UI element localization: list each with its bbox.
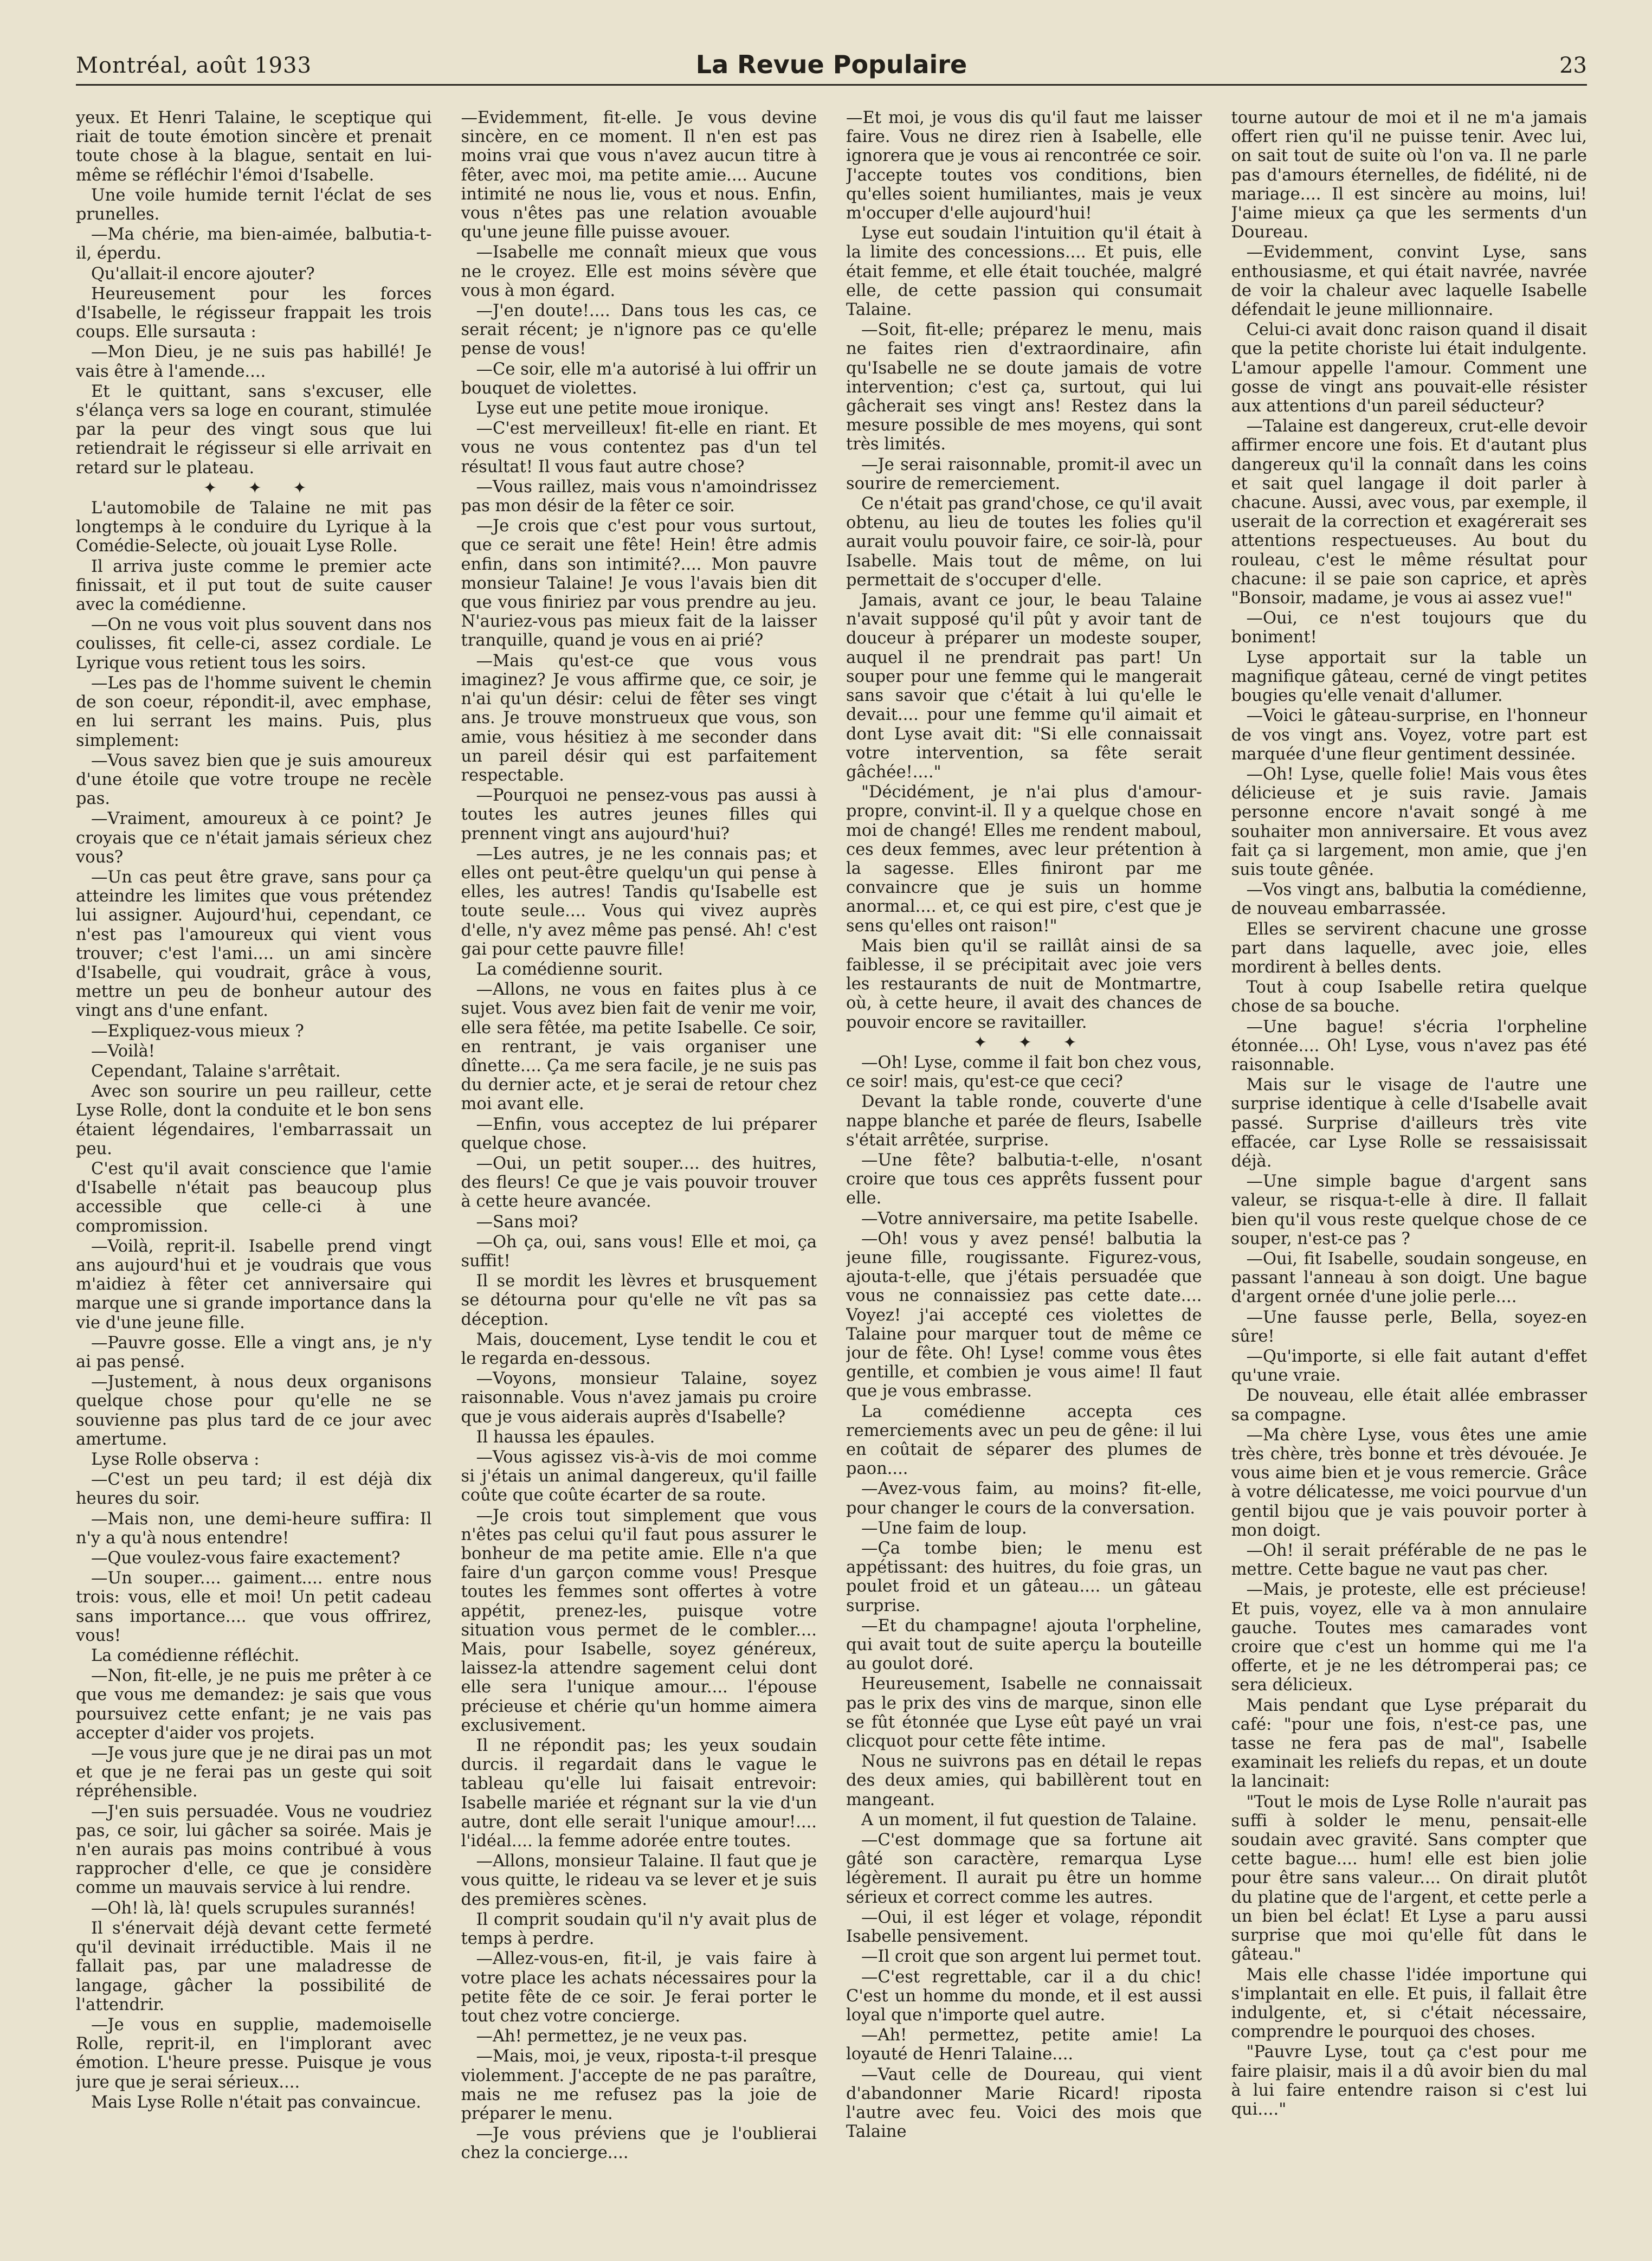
paragraph: —Isabelle me connaît mieux que vous ne le croyez. Elle est moins sévère que vous à mon égard. [461, 243, 817, 300]
section-separator: ✦ ✦ ✦ [973, 1033, 1090, 1052]
paragraph: —J'en suis persuadée. Vous ne voudriez pas, ce soir, lui gâcher sa soirée. Mais je n'en aurais pas moins contribué à vous rapprocher d'elle, ce que je considère comme un mauvais service à lui rendre. [76, 1802, 432, 1898]
paragraph: L'automobile de Talaine ne mit pas longtemps à le conduire du Lyrique à la Comédie-Selecte, où jouait Lyse Rolle. [76, 499, 432, 556]
paragraph: —Qu'importe, si elle fait autant d'effet qu'une vraie. [1231, 1347, 1587, 1386]
paragraph: —Un souper.... gaiment.... entre nous trois: vous, elle et moi! Un petit cadeau sans importance.... que vous offrirez, vous! [76, 1569, 432, 1645]
text-column-2 [461, 108, 817, 2218]
paragraph: Mais, doucement, Lyse tendit le cou et le regarda en-dessous. [461, 1330, 817, 1368]
paragraph: "Décidément, je n'ai plus d'amour-propre, convint-il. Il y a quelque chose en moi de changé! Elles me rendent maboul, ces deux femmes, avec leur prétention à la sagesse. Elles finiront par me convaincre que je suis un homme anormal.... et, ce qui est pire, c'est que je sens qu'elles ont raison!" [846, 783, 1202, 936]
paragraph: —Vaut celle de Doureau, qui vient d'abandonner Marie Ricard! riposta l'autre avec feu. Voici des mois que Talaine [846, 2065, 1202, 2142]
paragraph: —Mais, je proteste, elle est précieuse! Et puis, voyez, elle va à mon annulaire gauche. Toutes mes camarades vont croire que c'est un homme qui me l'a offerte, et je ne les détromperai pas; ce sera délicieux. [1231, 1580, 1587, 1695]
paragraph: —Talaine est dangereux, crut-elle devoir affirmer encore une fois. Et d'autant plus dangereux qu'il la connaît dans les coins et sait quel langage il doit parler à chacune. Aussi, avec vous, par exemple, il userait de la correction et exagérerait ses attentions respectueuses. Au bout du rouleau, c'est le même résultat pour chacune: il se paie son caprice, et après "Bonsoir, madame, je vous ai assez vue!" [1231, 417, 1587, 608]
paragraph: Ce n'était pas grand'chose, ce qu'il avait obtenu, au lieu de toutes les folies qu'il aurait voulu pouvoir faire, ce soir-là, pour Isabelle. Mais tout de même, on lui permettait de s'occuper d'elle. [846, 494, 1202, 590]
paragraph: —Enfin, vous acceptez de lui préparer quelque chose. [461, 1115, 817, 1153]
paragraph: —Oui, ce n'est toujours que du boniment! [1231, 609, 1587, 647]
paragraph: —Evidemment, convint Lyse, sans enthousiasme, et qui était navrée, navrée de voir la chaleur avec laquelle Isabelle défendait le jeune millionnaire. [1231, 243, 1587, 320]
paragraph: Lyse Rolle observa : [91, 1450, 260, 1470]
paragraph: —Expliquez-vous mieux ? [91, 1021, 304, 1041]
paragraph: —C'est dommage que sa fortune ait gâté son caractère, remarqua Lyse légèrement. Il aurait pu être un homme sérieux et correct comme les autres. [846, 1831, 1202, 1907]
text-column-3 [846, 108, 1202, 2218]
paragraph: —Je vous en supplie, mademoiselle Rolle, reprit-il, en l'implorant avec émotion. L'heure presse. Puisque je vous jure que je serai sérieux.... [76, 2015, 432, 2092]
paragraph: —Vraiment, amoureux à ce point? Je croyais que ce n'était jamais sérieux chez vous? [76, 809, 432, 867]
paragraph: —Oh ça, oui, sans vous! Elle et moi, ça suffit! [461, 1232, 817, 1271]
paragraph: —Ça tombe bien; le menu est appétissant: des huitres, du foie gras, un poulet froid et un gâteau.... un gâteau surprise. [846, 1539, 1202, 1615]
paragraph: —Les autres, je ne les connais pas; et elles ont peut-être quelqu'un qui pense à elles, les autres! Tandis qu'Isabelle est toute seule.... Vous qui vivez auprès d'elle, n'y avez même pas pensé. Ah! c'est gai pour cette pauvre fille! [461, 844, 817, 959]
paragraph: —Il croit que son argent lui permet tout. [861, 1947, 1202, 1967]
paragraph: Cependant, Talaine s'arrêtait. [91, 1061, 341, 1081]
paragraph: Mais Lyse Rolle n'était pas convaincue. [91, 2092, 422, 2112]
paragraph: "Pauvre Lyse, tout ça c'est pour me faire plaisir, mais il a dû avoir bien du mal à lui faire entendre raison si c'est lui qui...." [1231, 2043, 1587, 2119]
paragraph: Il s'énervait déjà devant cette fermeté qu'il devinait irréductible. Mais il ne fallait pas, par une maladresse de langage, gâcher la possibilité de l'attendrir. [76, 1918, 432, 2014]
paragraph: —Pauvre gosse. Elle a vingt ans, je n'y ai pas pensé. [76, 1333, 432, 1371]
paragraph: —Justement, à nous deux organisons quelque chose pour qu'elle ne se souvienne pas plus tard de ce jour avec amertume. [76, 1373, 432, 1449]
text-column-1 [76, 108, 432, 2218]
paragraph: Et le quittant, sans s'excuser, elle s'élança vers sa loge en courant, stimulée par la peur des vingt sous que lui retiendrait le régisseur si elle arrivait en retard sur le plateau. [76, 382, 432, 478]
paragraph: —Voyons, monsieur Talaine, soyez raisonnable. Vous n'avez jamais pu croire que je vous aiderais auprès d'Isabelle? [461, 1369, 817, 1427]
paragraph: Devant la table ronde, couverte d'une nappe blanche et parée de fleurs, Isabelle s'était arrêtée, surprise. [846, 1092, 1202, 1150]
paragraph: —Je crois tout simplement que vous n'êtes pas celui qu'il faut pous assurer le bonheur de ma petite amie. Elle n'a que faire d'un garçon comme vous! Presque toutes les femmes sont offertes à votre appétit, prenez-les, puisque votre situation vous permet de le combler.... Mais, pour Isabelle, soyez généreux, laissez-la attendre sagement celui dont elle sera l'unique amour.... l'épouse précieuse et chérie qu'un homme aimera exclusivement. [461, 1506, 817, 1735]
paragraph: —Vos vingt ans, balbutia la comédienne, de nouveau embarrassée. [1231, 880, 1587, 919]
paragraph: —Une fausse perle, Bella, soyez-en sûre! [1231, 1307, 1587, 1346]
paragraph: Celui-ci avait donc raison quand il disait que la petite choriste lui était indulgente. L'amour appelle l'amour. Comment une gosse de vingt ans pouvait-elle résister aux attentions d'un pareil séducteur? [1231, 320, 1587, 416]
paragraph: Mais bien qu'il se raillât ainsi de sa faiblesse, il se précipitait avec joie vers les restaurants de nuit de Montmartre, où, à cette heure, il avait des chances de pouvoir encore se ravitailler. [846, 936, 1202, 1032]
paragraph: —Une bague! s'écria l'orpheline étonnée.... Oh! Lyse, vous n'avez pas été raisonnable. [1231, 1017, 1587, 1074]
paragraph: Lyse apportait sur la table un magnifique gâteau, cerné de vingt petites bougies qu'elle venait d'allumer. [1231, 648, 1587, 706]
paragraph: —Oh! vous y avez pensé! balbutia la jeune fille, rougissante. Figurez-vous, ajouta-t-elle, que j'étais persuadée que vous ne connaissiez pas cette date.... Voyez! j'ai accepté ces violettes de Talaine pour marquer tout de même ce jour de fête. Oh! Lyse! comme vous êtes gentille, et combien je vous aime! Il faut que je vous embrasse. [846, 1229, 1202, 1401]
paragraph: —Oh! il serait préférable de ne pas le mettre. Cette bague ne vaut pas cher. [1231, 1541, 1587, 1580]
paragraph: —Et moi, je vous dis qu'il faut me laisser faire. Vous ne direz rien à Isabelle, elle ignorera que je vous ai rencontrée ce soir. J'accepte toutes vos conditions, bien qu'elles soient humiliantes, mais je veux m'occuper d'elle aujourd'hui! [846, 108, 1202, 223]
article-body [76, 108, 1587, 2218]
page-number: 23 [1559, 53, 1587, 78]
paragraph: tourne autour de moi et il ne m'a jamais offert rien qu'il ne puisse tenir. Avec lui, on sait tout de suite où l'on va. Il ne parle pas d'amours éternelles, de fidélité, ni de mariage.... Il est sincère au moins, lui! J'aime mieux ça que les serments d'un Doureau. [1231, 108, 1587, 242]
paragraph: C'est qu'il avait conscience que l'amie d'Isabelle n'était pas beaucoup plus accessible que celle-ci à une compromission. [76, 1159, 432, 1236]
paragraph: Lyse eut une petite moue ironique. [476, 399, 769, 418]
paragraph: Heureusement pour les forces d'Isabelle, le régisseur frappait les trois coups. Elle sursauta : [76, 284, 432, 342]
paragraph: —Voici le gâteau-surprise, en l'honneur de vos vingt ans. Voyez, votre part est marquée d'une fleur gentiment dessinée. [1231, 706, 1587, 764]
paragraph: —C'est regrettable, car il a du chic! C'est un homme du monde, et il est aussi loyal que n'importe quel autre. [846, 1967, 1202, 2025]
paragraph: Elles se servirent chacune une grosse part dans laquelle, avec joie, elles mordirent à belles dents. [1231, 919, 1587, 977]
paragraph: —Ah! permettez, petite amie! La loyauté de Henri Talaine.... [846, 2026, 1202, 2064]
paragraph: —Evidemment, fit-elle. Je vous devine sincère, en ce moment. Il n'en est pas moins vrai que vous n'avez aucun titre à fêter, avec moi, ma petite amie.... Aucune intimité ne nous lie, vous et nous. Enfin, vous n'êtes pas une relation avouable qu'une jeune fille puisse avouer. [461, 108, 817, 242]
paragraph: —On ne vous voit plus souvent dans nos coulisses, fit celle-ci, assez cordiale. Le Lyrique vous retient tous les soirs. [76, 615, 432, 673]
paragraph: —Une faim de loup. [861, 1518, 1027, 1538]
paragraph: "Tout le mois de Lyse Rolle n'aurait pas suffi à solder le menu, pensait-elle soudain avec gravité. Sans compter que cette bague.... hum! elle est bien jolie pour être sans valeur.... On dirait plutôt du platine que de l'argent, et cette perle a un bien bel éclat! Et Lyse a paru aussi surprise que moi qu'elle fût dans le gâteau." [1231, 1792, 1587, 1964]
paragraph: La comédienne réfléchit. [91, 1646, 300, 1666]
paragraph: Mais sur le visage de l'autre une surprise identique à celle d'Isabelle avait passé. Surprise d'ailleurs très vite effacée, car Lyse Rolle se ressaisissait déjà. [1231, 1075, 1587, 1171]
paragraph: Avec son sourire un peu railleur, cette Lyse Rolle, dont la conduite et le bon sens étaient légendaires, l'embarrassait un peu. [76, 1082, 432, 1158]
paragraph: Il comprit soudain qu'il n'y avait plus de temps à perdre. [461, 1910, 817, 1949]
paragraph: Mais pendant que Lyse préparait du café: "pour une fois, n'est-ce pas, une tasse ne fera pas de mal", Isabelle examinait les reliefs du repas, et un doute la lancinait: [1231, 1696, 1587, 1792]
magazine-title: La Revue Populaire [695, 50, 967, 79]
paragraph: —C'est un peu tard; il est déjà dix heures du soir. [76, 1470, 432, 1509]
paragraph: —Ce soir, elle m'a autorisé à lui offrir un bouquet de violettes. [461, 359, 817, 398]
paragraph: —Mais, moi, je veux, riposta-t-il presque violemment. J'accepte de ne pas paraître, mais ne me refusez pas la joie de préparer le menu. [461, 2047, 817, 2123]
paragraph: Une voile humide ternit l'éclat de ses prunelles. [76, 185, 432, 224]
paragraph: —Mais qu'est-ce que vous vous imaginez? Je vous affirme que, ce soir, je n'ai qu'un désir: celui de fêter ses vingt ans. Je trouve monstrueux que vous, son amie, vous hésitiez à me seconder dans un pareil désir qui est parfaitement respectable. [461, 651, 817, 785]
paragraph: —Je vous préviens que je l'oublierai chez la concierge.... [461, 2124, 817, 2163]
paragraph: —Je crois que c'est pour vous surtout, que ce serait une fête! Hein! être admis enfin, dans son intimité?.... Mon pauvre monsieur Talaine! Je vous l'avais bien dit que vous finiriez par vous prendre au jeu. N'auriez-vous pas mieux fait de la laisser tranquille, quand je vous en ai prié? [461, 517, 817, 650]
paragraph: Tout à coup Isabelle retira quelque chose de sa bouche. [1231, 978, 1587, 1016]
paragraph: —Oh! Lyse, comme il fait bon chez vous, ce soir! mais, qu'est-ce que ceci? [846, 1053, 1202, 1092]
paragraph: —Oui, il est léger et volage, répondit Isabelle pensivement. [846, 1908, 1202, 1947]
paragraph: La comédienne accepta ces remerciements avec un peu de gêne: il lui en coûtait de séparer des plumes de paon.... [846, 1402, 1202, 1479]
paragraph: —Mais non, une demi-heure suffira: Il n'y a qu'à nous entendre! [76, 1509, 432, 1548]
paragraph: —Soit, fit-elle; préparez le menu, mais ne faites rien d'extraordinaire, afin qu'Isabelle ne se doute jamais de votre intervention; c'est ça, surtout, qui lui gâcherait ses vingt ans! Restez dans la mesure possible de mes moyens, qui sont très limités. [846, 320, 1202, 454]
paragraph: La comédienne sourit. [476, 959, 663, 979]
paragraph: —Mon Dieu, je ne suis pas habillé! Je vais être à l'amende.... [76, 343, 432, 381]
paragraph: —Voilà! [91, 1041, 156, 1061]
paragraph: —Allez-vous-en, fit-il, je vais faire à votre place les achats nécessaires pour la petite fête de ce soir. Je ferai porter le tout chez votre concierge. [461, 1949, 817, 2026]
issue-date: Montréal, août 1933 [76, 53, 312, 78]
paragraph: —Voilà, reprit-il. Isabelle prend vingt ans aujourd'hui et je voudrais que vous m'aidiez à fêter cet anniversaire qui marque une si grande importance dans la vie d'une jeune fille. [76, 1236, 432, 1332]
paragraph: —Une simple bague d'argent sans valeur, se risqua-t-elle à dire. Il fallait bien qu'il vous reste quelque chose de ce souper, n'est-ce pas ? [1231, 1172, 1587, 1248]
paragraph: —Oui, fit Isabelle, soudain songeuse, en passant l'anneau à son doigt. Une bague d'argent ornée d'une jolie perle.... [1231, 1249, 1587, 1307]
paragraph: Qu'allait-il encore ajouter? [91, 264, 315, 284]
paragraph: Nous ne suivrons pas en détail le repas des deux amies, qui babillèrent tout en mangeant. [846, 1752, 1202, 1809]
paragraph: Jamais, avant ce jour, le beau Talaine n'avait supposé qu'il pût y avoir tant de douceur à préparer un modeste souper, auquel il ne prendrait pas part! Un souper pour une femme qui le mangerait sans savoir que c'était à lui qu'elle le devait.... pour une femme qu'il aimait et dont Lyse avait dit: "Si elle connaissait votre intervention, sa fête serait gâchée!...." [846, 591, 1202, 782]
paragraph: Lyse eut soudain l'intuition qu'il était à la limite des concessions.... Et puis, elle était femme, et elle était touchée, malgré elle, de cette passion qui consumait Talaine. [846, 224, 1202, 320]
paragraph: Il ne répondit pas; les yeux soudain durcis. il regardait dans le vague le tableau qu'elle lui faisait entrevoir: Isabelle mariée et régnant sur la vie d'un autre, dont elle serait l'unique amour!.... l'idéal.... la femme adorée entre toutes. [461, 1736, 817, 1851]
paragraph: Heureusement, Isabelle ne connaissait pas le prix des vins de marque, sinon elle se fût étonnée que Lyse eût payé un vrai clicquot pour cette fête intime. [846, 1674, 1202, 1751]
paragraph: —Ma chérie, ma bien-aimée, balbutia-t-il, éperdu. [76, 225, 432, 263]
paragraph: —Vous agissez vis-à-vis de moi comme si j'étais un animal dangereux, qu'il faille coûte que coûte écarter de sa route. [461, 1448, 817, 1505]
paragraph: Il haussa les épaules. [476, 1427, 655, 1447]
paragraph: —Vous raillez, mais vous n'amoindrissez pas mon désir de la fêter ce soir. [461, 477, 817, 516]
paragraph: —Pourquoi ne pensez-vous pas aussi à toutes les autres jeunes filles qui prennent vingt ans aujourd'hui? [461, 786, 817, 843]
paragraph: A un moment, il fut question de Talaine. [861, 1810, 1197, 1830]
paragraph: —Oh! Lyse, quelle folie! Mais vous êtes délicieuse et je suis ravie. Jamais personne encore n'avait songé à me souhaiter mon anniversaire. Et vous avez fait ça si largement, mon amie, que j'en suis toute gênée. [1231, 764, 1587, 879]
paragraph: —J'en doute!.... Dans tous les cas, ce serait récent; je n'ignore pas ce qu'elle pense de vous! [461, 301, 817, 359]
paragraph: —C'est merveilleux! fit-elle en riant. Et vous ne vous contentez pas d'un tel résultat! Il vous faut autre chose? [461, 419, 817, 476]
paragraph: yeux. Et Henri Talaine, le sceptique qui riait de toute émotion sincère et prenait toute chose à la blague, sentait en lui-même se réfléchir l'émoi d'Isabelle. [76, 108, 432, 185]
paragraph: —Oh! là, là! quels scrupules surannés! [91, 1898, 416, 1918]
header-rule [76, 84, 1587, 86]
paragraph: —Ma chère Lyse, vous êtes une amie très chère, très bonne et très dévouée. Je vous aime bien et je vous remercie. Grâce à votre délicatesse, me voici pourvue d'un gentil bijou que je vais pouvoir porter à mon doigt. [1231, 1425, 1587, 1540]
paragraph: —Un cas peut être grave, sans pour ça atteindre les limites que vous prétendez lui assigner. Aujourd'hui, cependant, ce n'est pas l'amoureux qui vient vous trouver; c'est l'ami.... un ami sincère d'Isabelle, qui voudrait, grâce à vous, mettre un peu de bonheur autour des vingt ans d'une enfant. [76, 867, 432, 1021]
paragraph: —Que voulez-vous faire exactement? [91, 1549, 401, 1568]
section-separator: ✦ ✦ ✦ [203, 478, 320, 498]
paragraph: —Non, fit-elle, je ne puis me prêter à ce que vous me demandez: je sais que vous poursuivez cette enfant; je ne vais pas accepter d'aider vos projets. [76, 1666, 432, 1743]
paragraph: —Ah! permettez, je ne veux pas. [476, 2027, 748, 2046]
paragraph: —Je serai raisonnable, promit-il avec un sourire de remerciement. [846, 455, 1202, 493]
paragraph: —Oui, un petit souper.... des huitres, des fleurs! Ce que je vais pouvoir trouver à cette heure avancée. [461, 1154, 817, 1212]
paragraph: —Avez-vous faim, au moins? fit-elle, pour changer le cours de la conversation. [846, 1479, 1202, 1518]
paragraph: —Je vous jure que je ne dirai pas un mot et que je ne ferai pas un geste qui soit répréhensible. [76, 1744, 432, 1801]
page-header [76, 50, 1587, 82]
paragraph: —Allons, ne vous en faites plus à ce sujet. Vous avez bien fait de venir me voir, elle sera fêtée, ma petite Isabelle. Ce soir, en rentrant, je vais organiser une dînette.... Ça me sera facile, je ne suis pas du dernier acte, et je serai de retour chez moi avant elle. [461, 980, 817, 1114]
paragraph: —Une fête? balbutia-t-elle, n'osant croire que tous ces apprêts fussent pour elle. [846, 1150, 1202, 1208]
paragraph: —Les pas de l'homme suivent le chemin de son coeur, répondit-il, avec emphase, en lui serrant les mains. Puis, plus simplement: [76, 673, 432, 750]
paragraph: —Votre anniversaire, ma petite Isabelle. [861, 1209, 1199, 1228]
paragraph: Mais elle chasse l'idée importune qui s'implantait en elle. Et puis, il fallait être indulgente, et, si c'était nécessaire, comprendre le pourquoi des choses. [1231, 1965, 1587, 2042]
paragraph: —Allons, monsieur Talaine. Il faut que je vous quitte, le rideau va se lever et je suis des premières scènes. [461, 1852, 817, 1909]
paragraph: Il arriva juste comme le premier acte finissait, et il put tout de suite causer avec la comédienne. [76, 557, 432, 615]
paragraph: —Et du champagne! ajouta l'orpheline, qui avait tout de suite aperçu la bouteille au goulot doré. [846, 1616, 1202, 1674]
paragraph: —Vous savez bien que je suis amoureux d'une étoile que votre troupe ne recèle pas. [76, 751, 432, 809]
paragraph: —Sans moi? [476, 1212, 578, 1232]
paragraph: Il se mordit les lèvres et brusquement se détourna pour qu'elle ne vît pas sa déception. [461, 1272, 817, 1329]
text-column-4 [1231, 108, 1588, 2218]
paragraph: De nouveau, elle était allée embrasser sa compagne. [1231, 1386, 1587, 1425]
